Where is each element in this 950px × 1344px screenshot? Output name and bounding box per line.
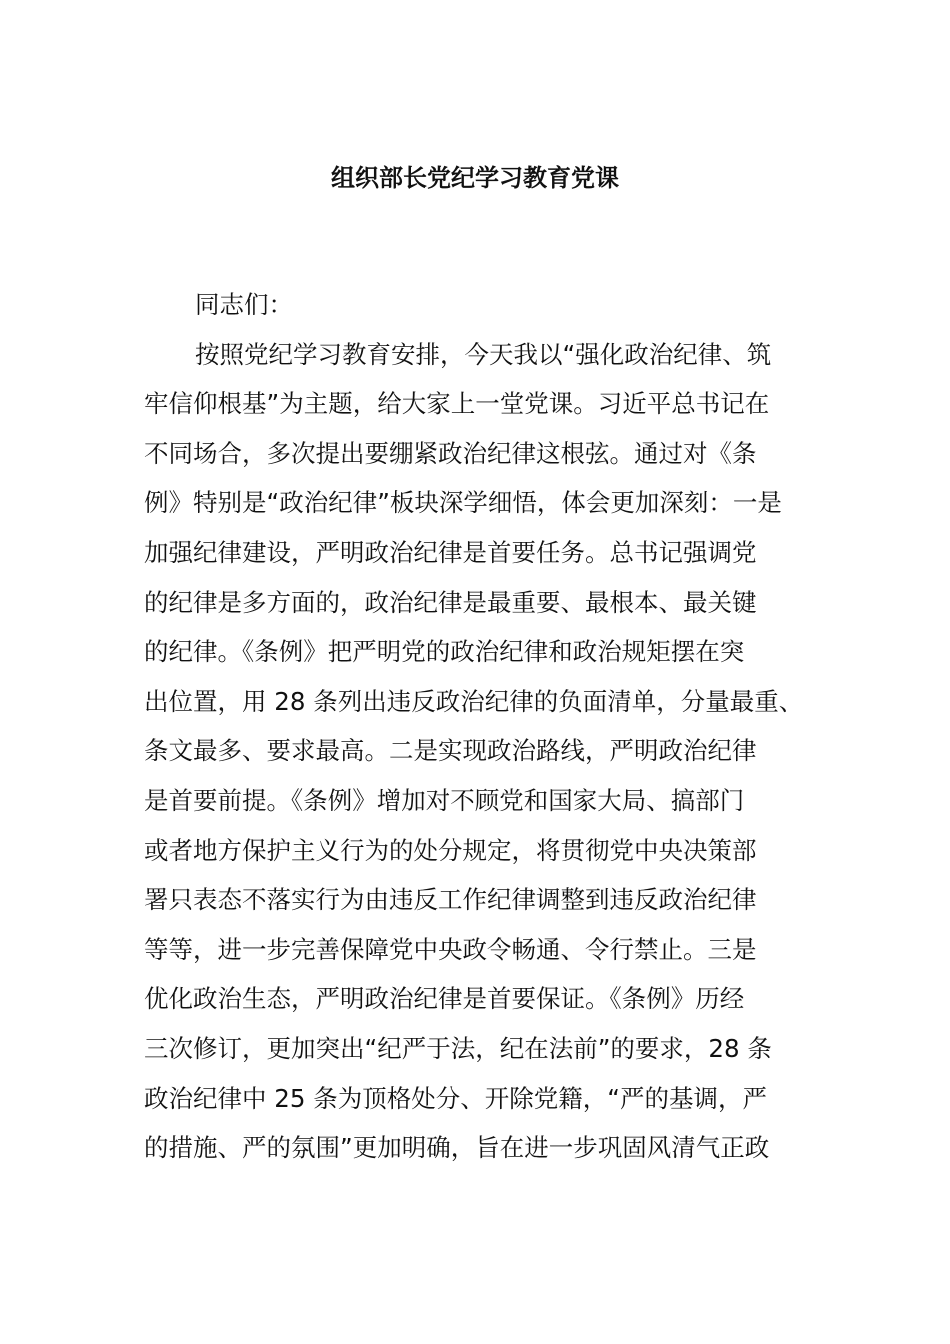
paragraph-line: 政治纪律中 25 条为顶格处分、开除党籍，“严的基调，严 xyxy=(144,1083,767,1113)
paragraph-line: 署只表态不落实行为由违反工作纪律调整到违反政治纪律 xyxy=(144,885,757,915)
paragraph-line: 是首要前提。《条例》增加对不顾党和国家大局、搞部门 xyxy=(144,785,745,815)
paragraph-line: 的纪律是多方面的，政治纪律是最重要、最根本、最关键 xyxy=(144,587,757,617)
paragraph-line: 等等，进一步完善保障党中央政令畅通、令行禁止。三是 xyxy=(144,934,757,964)
paragraph-line: 出位置，用 28 条列出违反政治纪律的负面清单，分量最重、 xyxy=(144,686,804,716)
paragraph-line: 优化政治生态，严明政治纪律是首要保证。《条例》历经 xyxy=(144,984,745,1014)
document-body xyxy=(144,280,824,1173)
paragraph-line: 三次修订，更加突出“纪严于法，纪在法前”的要求，28 条 xyxy=(144,1033,772,1063)
paragraph-line: 或者地方保护主义行为的处分规定，将贯彻党中央决策部 xyxy=(144,835,757,865)
paragraph-line: 按照党纪学习教育安排，今天我以“强化政治纪律、筑 xyxy=(195,339,772,369)
paragraph-line: 加强纪律建设，严明政治纪律是首要任务。总书记强调党 xyxy=(144,537,757,567)
paragraph-line: 的纪律。《条例》把严明党的政治纪律和政治规矩摆在突 xyxy=(144,637,745,667)
paragraph-line: 的措施、严的氛围”更加明确，旨在进一步巩固风清气正政 xyxy=(144,1133,770,1163)
paragraph-line: 条文最多、要求最高。二是实现政治路线，严明政治纪律 xyxy=(144,736,757,766)
salutation: 同志们： xyxy=(195,290,293,319)
paragraph-line: 牢信仰根基”为主题，给大家上一堂党课。习近平总书记在 xyxy=(144,389,770,419)
paragraph-line: 不同场合，多次提出要绷紧政治纪律这根弦。通过对《条 xyxy=(144,438,757,468)
paragraph-line: 例》特别是“政治纪律”板块深学细悟，体会更加深刻：一是 xyxy=(144,488,782,518)
document-title: 组织部长党纪学习教育党课 xyxy=(331,164,619,192)
